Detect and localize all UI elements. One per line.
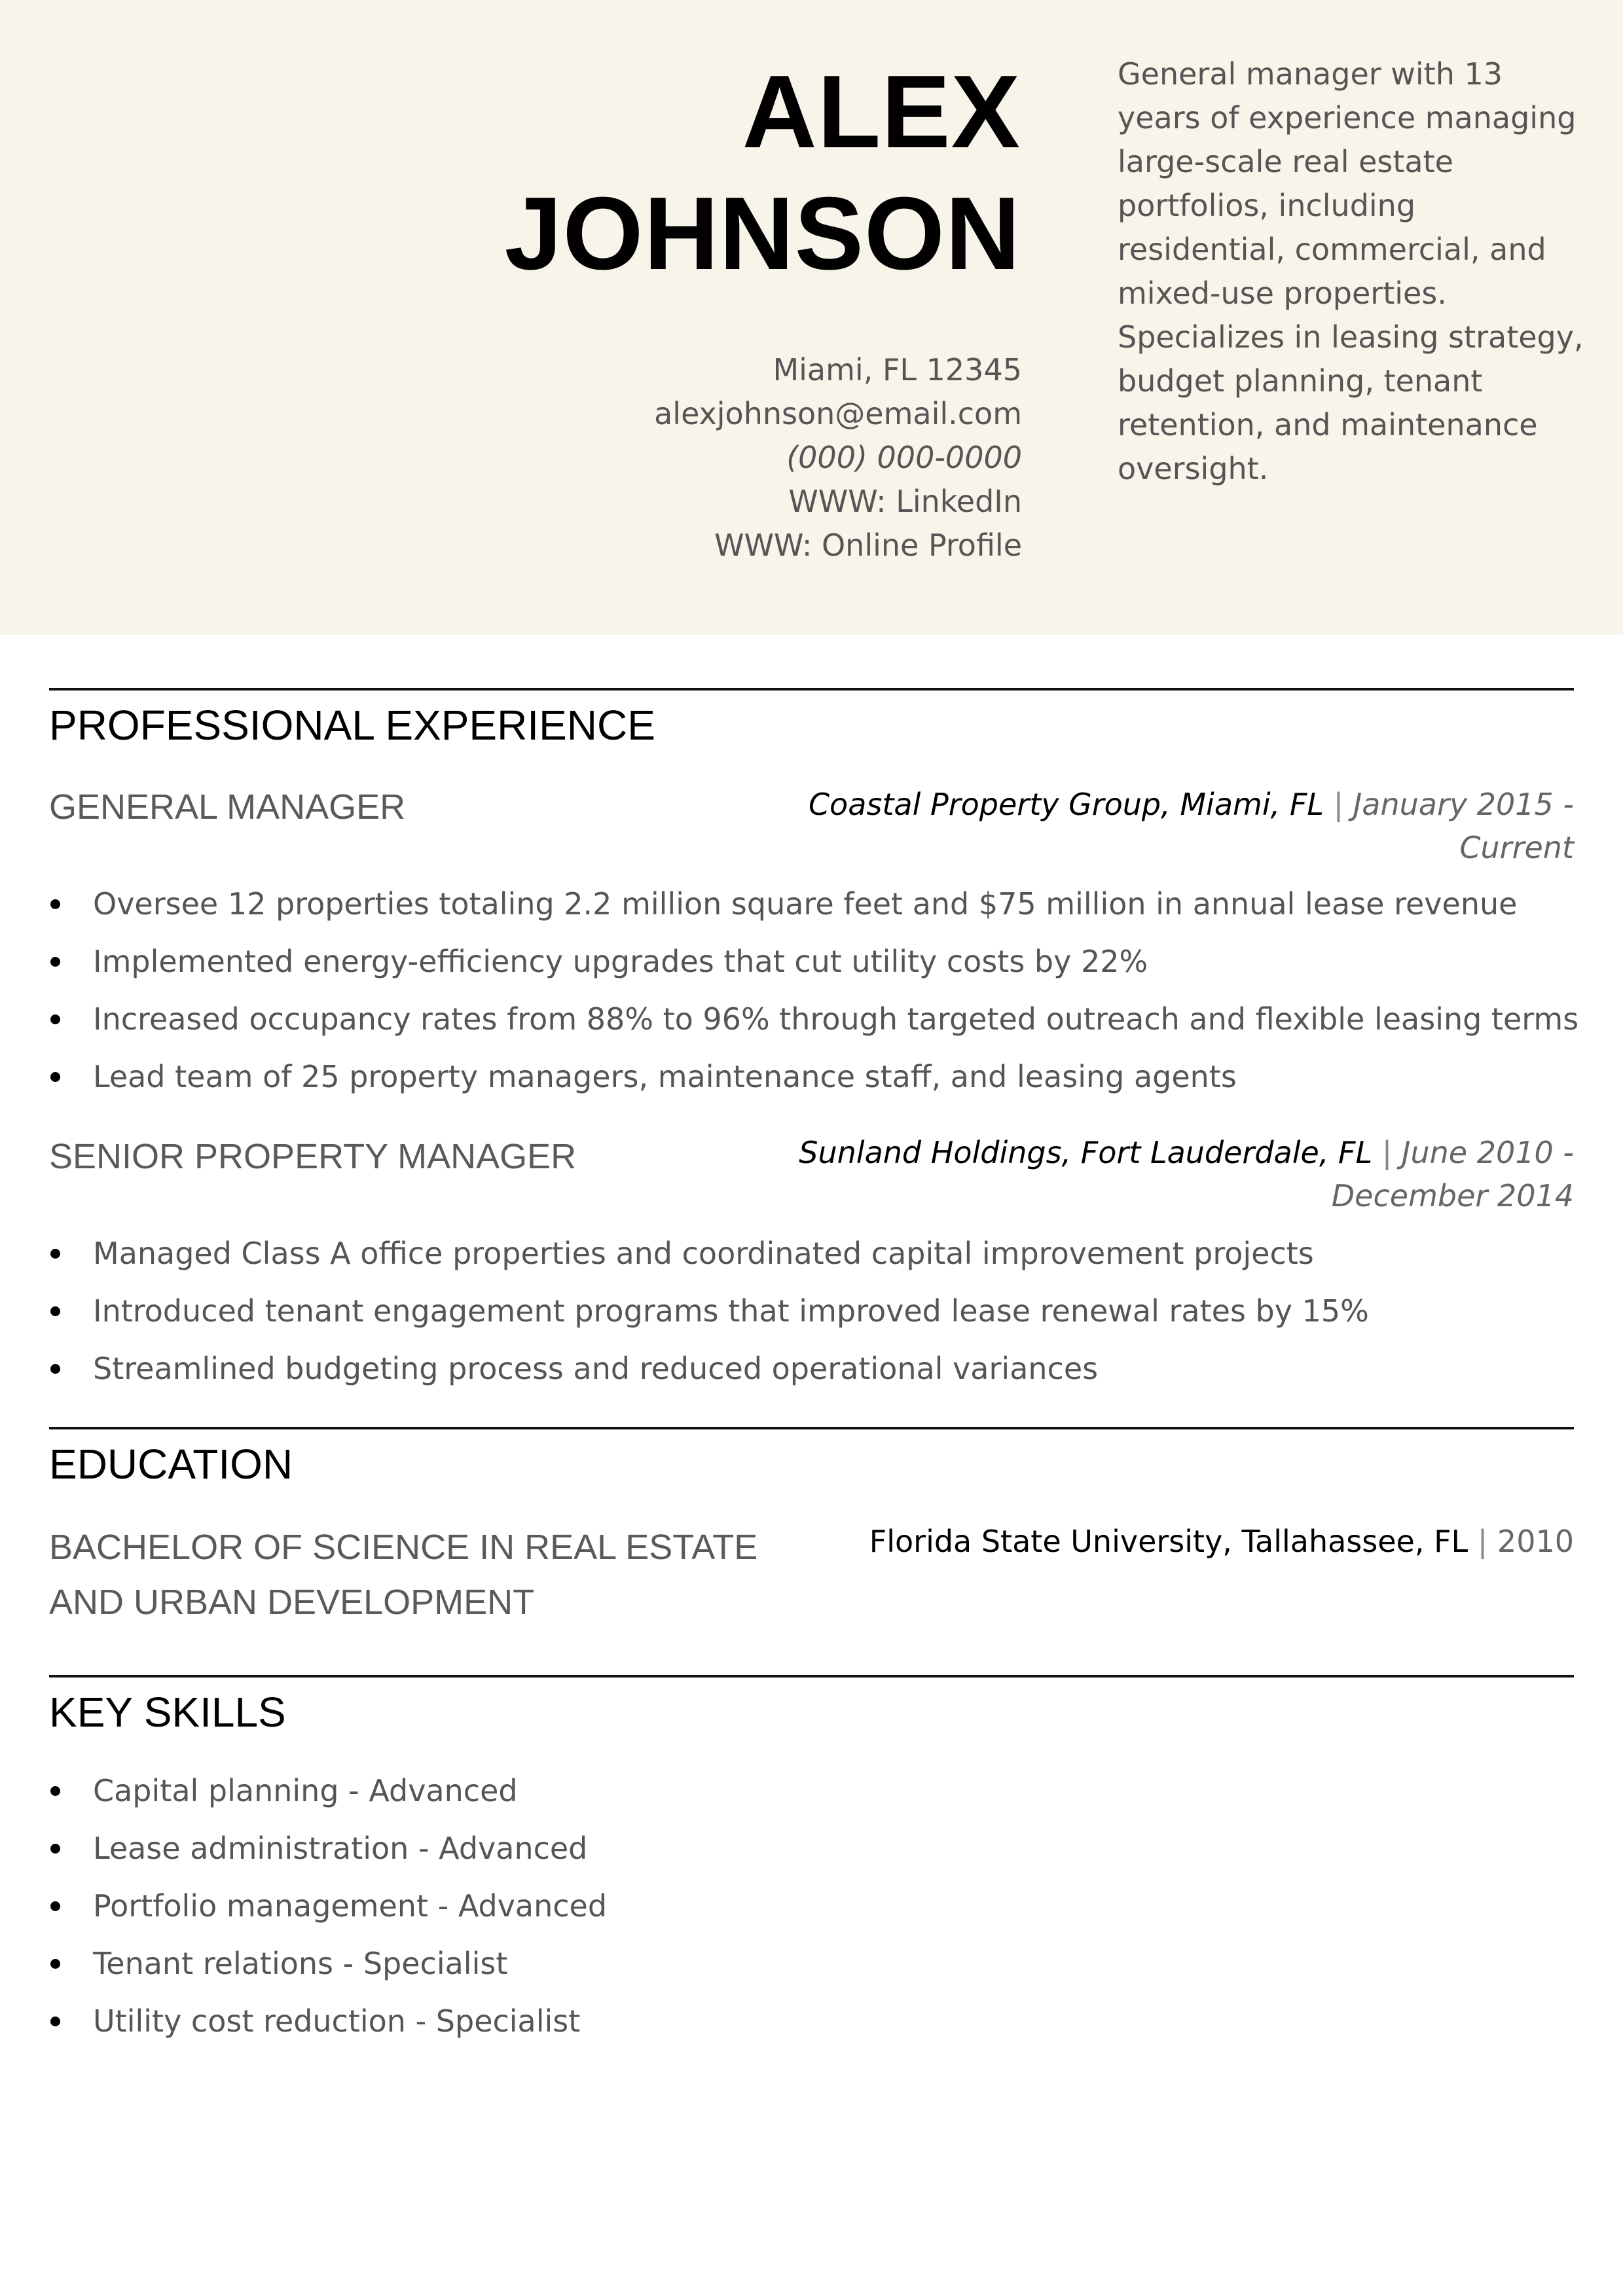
name-last: JOHNSON	[504, 176, 1021, 291]
job-company: Sunland Holdings, Fort Lauderdale, FL	[799, 1135, 1373, 1170]
degree-title	[49, 1520, 757, 1630]
job-dates-start: January 2015 -	[1353, 787, 1574, 822]
contact-info	[654, 348, 1022, 567]
skills-list	[49, 1762, 1574, 2050]
contact-email[interactable]: alexjohnson@email.com	[654, 396, 1022, 431]
section-heading-experience: PROFESSIONAL EXPERIENCE	[49, 702, 655, 749]
education-meta	[869, 1520, 1574, 1563]
job-title: SENIOR PROPERTY MANAGER	[49, 1137, 577, 1176]
section-heading-skills: KEY SKILLS	[49, 1689, 286, 1736]
list-item: Utility cost reduction - Specialist	[49, 1992, 1574, 2050]
section-divider-education	[49, 1427, 1574, 1429]
list-item: Introduced tenant engagement programs that improved lease renewal rates by 15%	[49, 1282, 1574, 1340]
list-item: Portfolio management - Advanced	[49, 1877, 1574, 1935]
list-item: Managed Class A office properties and coordinated capital improvement projects	[49, 1225, 1574, 1282]
candidate-name	[505, 51, 1021, 295]
list-item: Implemented energy-efficiency upgrades that cut utility costs by 22%	[49, 933, 1574, 990]
section-divider-experience	[49, 688, 1574, 691]
name-first: ALEX	[742, 54, 1021, 170]
meta-separator: |	[1381, 1135, 1393, 1170]
list-item: Tenant relations - Specialist	[49, 1935, 1574, 1992]
degree-title-line2: AND URBAN DEVELOPMENT	[49, 1583, 535, 1622]
contact-linkedin[interactable]: WWW: LinkedIn	[788, 484, 1022, 519]
list-item: Increased occupancy rates from 88% to 96% through targeted outreach and flexible leasing terms	[49, 990, 1574, 1048]
list-item: Capital planning - Advanced	[49, 1762, 1574, 1820]
job-meta	[809, 783, 1574, 869]
job-dates-end: Current	[1459, 830, 1574, 865]
school-name: Florida State University, Tallahassee, FL	[869, 1524, 1468, 1559]
graduation-year: 2010	[1497, 1524, 1574, 1559]
list-item: Lease administration - Advanced	[49, 1820, 1574, 1877]
section-divider-skills	[49, 1675, 1574, 1677]
contact-phone: (000) 000-0000	[786, 440, 1022, 475]
list-item: Streamlined budgeting process and reduced operational variances	[49, 1340, 1574, 1397]
job-company: Coastal Property Group, Miami, FL	[808, 787, 1324, 822]
list-item: Lead team of 25 property managers, maintenance staff, and leasing agents	[49, 1048, 1574, 1105]
job-dates-start: June 2010 -	[1401, 1135, 1574, 1170]
professional-summary: General manager with 13 years of experience managing large-scale real estate portfolios, including residential, commercial, and mixed-use properties. Specializes in leasing strategy, budget planning, tenant retention, and maintenance oversight.	[1118, 56, 1584, 486]
list-item: Oversee 12 properties totaling 2.2 million square feet and $75 million in annual lease revenue	[49, 875, 1574, 933]
job-bullets	[49, 875, 1579, 1105]
degree-title-line1: BACHELOR OF SCIENCE IN REAL ESTATE	[49, 1528, 758, 1567]
contact-online-profile[interactable]: WWW: Online Profile	[714, 528, 1022, 563]
meta-separator: |	[1333, 787, 1344, 822]
job-bullets	[49, 1225, 1574, 1397]
contact-location: Miami, FL 12345	[773, 352, 1022, 387]
section-heading-education: EDUCATION	[49, 1441, 293, 1488]
meta-separator: |	[1477, 1524, 1488, 1559]
job-dates-end: December 2014	[1331, 1178, 1574, 1213]
job-title: GENERAL MANAGER	[49, 787, 406, 827]
job-meta	[799, 1131, 1574, 1217]
